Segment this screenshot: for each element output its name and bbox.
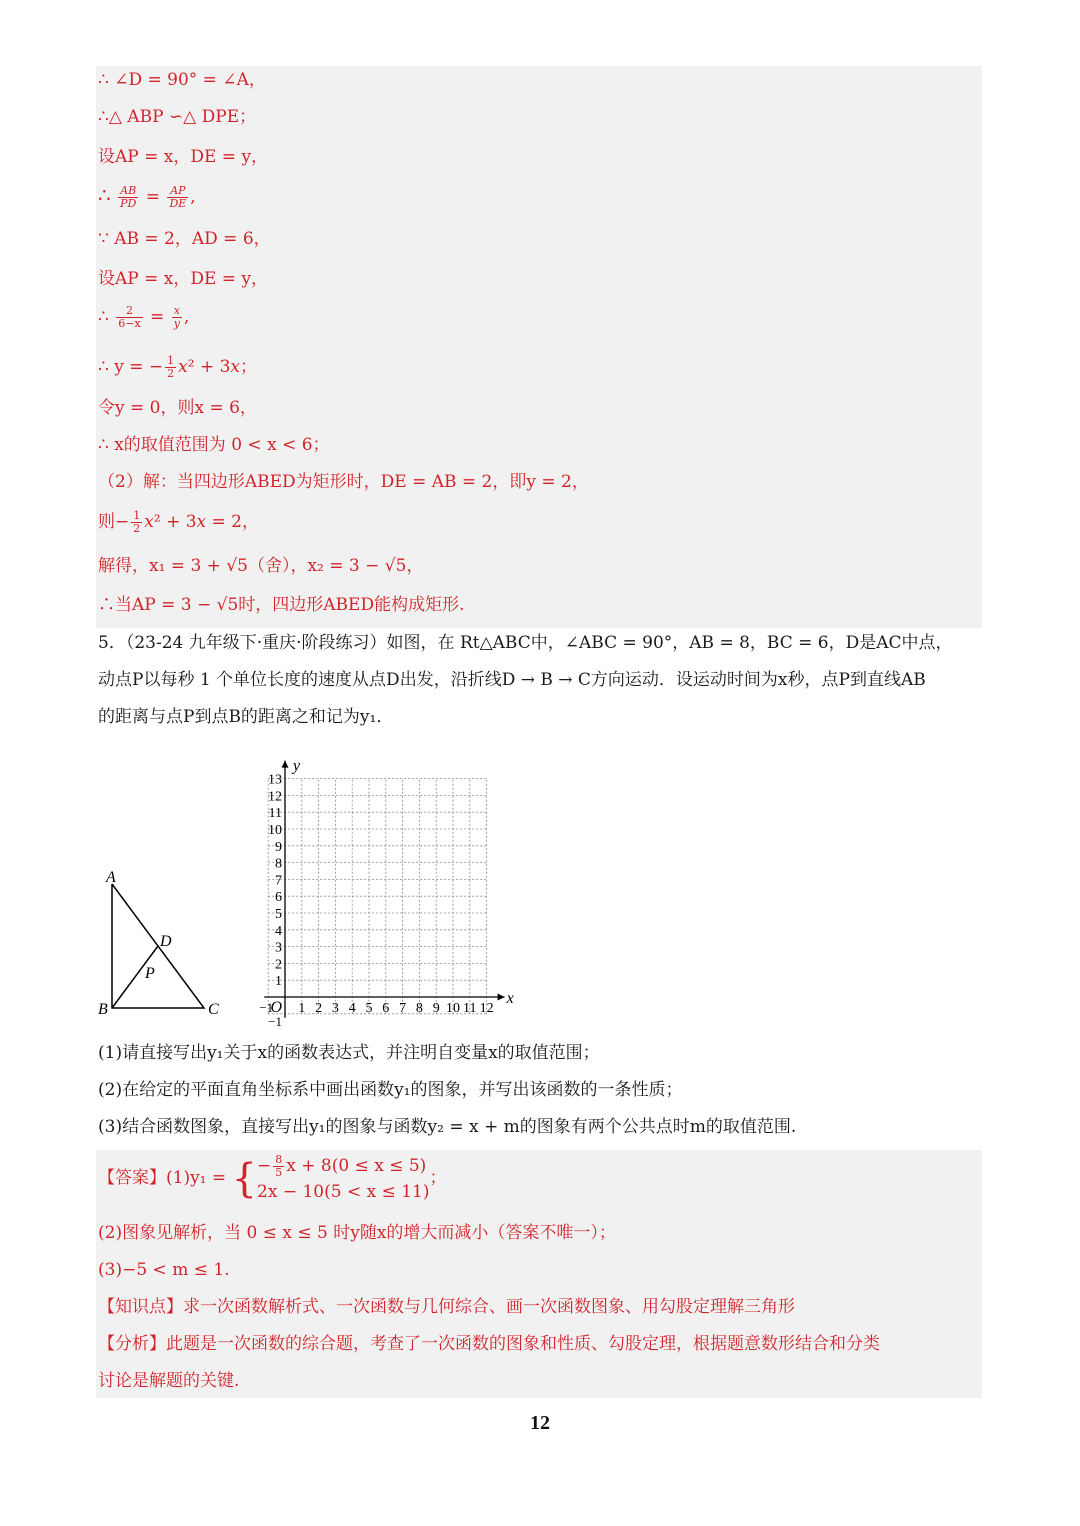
solution-line-ratio: ∴ $\frac{2}{6-x}$ = $\frac{x}{y}$ , <box>98 304 190 330</box>
x-arrow <box>498 994 505 1001</box>
x-tick-label: 3 <box>331 1001 339 1016</box>
answer-part-1 <box>98 1152 447 1205</box>
label-a: A <box>106 869 116 886</box>
solution-line: 解得，x₁ = 3 + √5（舍），x₂ = 3 − √5， <box>98 556 424 576</box>
triangle-figure <box>92 862 232 1022</box>
label-d: D <box>160 933 172 950</box>
coordinate-grid <box>250 742 520 1027</box>
x-tick-label: 7 <box>399 1001 407 1016</box>
analysis-text: 此题是一次函数的综合题，考查了一次函数的图象和性质、勾股定理，根据题意数形结合和分类 <box>166 1334 880 1354</box>
frac-den: 2 <box>133 522 141 535</box>
x-tick-label: 4 <box>348 1001 356 1016</box>
frac-num: x <box>173 304 180 317</box>
answer-prefix: (1)y₁ = <box>166 1168 232 1188</box>
solution-line: 设AP = x，DE = y， <box>98 147 269 167</box>
solution-line: ∴△ ABP ∽△ DPE； <box>98 107 257 127</box>
solution-line-ratio: ∴ $\frac{AB}{PD}$ = $\frac{AP}{DE}$ , <box>98 183 196 210</box>
x-tick-label: 5 <box>365 1001 373 1016</box>
page-number: 12 <box>530 1412 550 1434</box>
frac-num: AB <box>118 185 138 198</box>
y-arrow <box>282 761 289 768</box>
frac-den: 6−x <box>118 317 141 330</box>
x-tick-label: 11 <box>463 1001 477 1016</box>
x-tick-label: 9 <box>432 1001 440 1016</box>
y-tick-label: 1 <box>275 974 282 990</box>
x-tick-label: 1 <box>298 1001 306 1016</box>
frac-den: y <box>173 317 180 330</box>
solution-line: ∴ x的取值范围为 0 < x < 6； <box>98 435 330 455</box>
brace: { <box>231 1155 258 1202</box>
solution-line: 令y = 0，则x = 6， <box>98 398 257 418</box>
solution-line: ∴当AP = 3 − √5时，四边形ABED能构成矩形. <box>98 595 465 615</box>
analysis-tag: 【分析】 <box>98 1334 166 1354</box>
question-3: (3)结合函数图象，直接写出y₁的图象与函数y₂ = x + m的图象有两个公共点时m的取值范围. <box>98 1117 797 1137</box>
problem-line-1 <box>98 632 953 654</box>
question-1: (1)请直接写出y₁关于x的函数表达式，并注明自变量x的取值范围； <box>98 1043 600 1063</box>
knowledge-text: 求一次函数解析式、一次函数与几何综合、画一次函数图象、用勾股定理解三角形 <box>183 1297 795 1317</box>
y-tick-label: 12 <box>268 789 282 805</box>
problem-line-3: 的距离与点P到点B的距离之和记为y₁． <box>98 707 394 727</box>
knowledge-line <box>98 1296 795 1318</box>
y-tick-label: 3 <box>275 940 282 956</box>
frac-num: 2 <box>116 305 142 318</box>
frac-den: DE <box>169 197 187 210</box>
answer-part-3: (3)−5 < m ≤ 1. <box>98 1260 230 1280</box>
y-tick-label: 8 <box>275 856 282 872</box>
y-tick-label: 13 <box>268 772 282 788</box>
origin-label: O <box>270 999 282 1016</box>
y-tick-label: 5 <box>275 907 282 922</box>
solution-line: ∴ ∠D = 90° = ∠A， <box>98 70 266 90</box>
case1-sign: − <box>257 1155 272 1176</box>
solution-line: （2）解：当四边形ABED为矩形时，DE = AB = 2，即y = 2， <box>98 472 589 492</box>
y-neg-one: −1 <box>268 1013 282 1027</box>
analysis-line-1 <box>98 1333 880 1355</box>
frac-den: PD <box>120 197 137 210</box>
y-tick-label: 9 <box>275 839 282 855</box>
frac-num: 8 <box>275 1152 283 1166</box>
question-2: (2)在给定的平面直角坐标系中画出函数y₁的图象，并写出该函数的一条性质； <box>98 1080 683 1100</box>
solution-line: ∵ AB = 2，AD = 6， <box>98 229 271 249</box>
y-tick-label: 11 <box>268 806 282 822</box>
frac-num: 1 <box>167 354 175 367</box>
frac-num: 1 <box>133 509 141 522</box>
y-tick-label: 4 <box>275 923 282 939</box>
frac-den: 5 <box>275 1165 283 1179</box>
y-tick-label: 2 <box>275 957 282 973</box>
answer-end: ； <box>429 1168 447 1188</box>
piecewise-cases <box>257 1153 430 1205</box>
y-tick-label: 7 <box>275 873 282 889</box>
problem-line-2: 动点P以每秒 1 个单位长度的速度从点D出发，沿折线D → B → C方向运动．设运动时间为x秒，点P到直线AB <box>98 670 926 690</box>
solution-line-quadratic: ∴ y = − $\frac{1}{2}$ x² + 3x； <box>98 354 257 380</box>
x-tick-label: 6 <box>382 1001 390 1016</box>
y-axis-label: y <box>293 757 301 775</box>
x-tick-label: 8 <box>415 1001 423 1016</box>
label-b: B <box>98 1001 108 1018</box>
answer-tag: 【答案】 <box>98 1168 166 1188</box>
case1: x + 8(0 ≤ x ≤ 5) <box>286 1155 427 1176</box>
solution-line-quadratic: 则− $\frac{1}{2}$ x² + 3x = 2， <box>98 509 259 535</box>
case2: 2x − 10(5 < x ≤ 11) <box>257 1181 430 1202</box>
label-c: C <box>208 1001 219 1018</box>
frac-den: 2 <box>167 367 175 380</box>
x-tick-label: 10 <box>446 1001 460 1016</box>
x-axis-label: x <box>506 990 514 1007</box>
x-tick-label: 2 <box>315 1001 323 1016</box>
problem-text: 如图，在 Rt△ABC中，∠ABC = 90°，AB = 8，BC = 6，D是AC中点， <box>386 633 953 653</box>
solution-line: 设AP = x，DE = y， <box>98 269 269 289</box>
y-tick-label: 6 <box>275 890 282 906</box>
x-neg-one: −1 <box>259 1000 274 1015</box>
problem-source: 5．（23-24 九年级下·重庆·阶段练习） <box>98 633 387 653</box>
x-tick-label: 12 <box>479 1001 494 1016</box>
axes <box>264 761 504 1018</box>
y-tick-label: 10 <box>268 823 282 838</box>
answer-part-2: (2)图象见解析，当 0 ≤ x ≤ 5 时y随x的增大而减小（答案不唯一）； <box>98 1223 616 1243</box>
grid-lines <box>268 779 486 1014</box>
tick-labels <box>259 758 513 1027</box>
label-p: P <box>145 965 155 982</box>
analysis-line-2: 讨论是解题的关键. <box>98 1371 240 1391</box>
knowledge-tag: 【知识点】 <box>98 1297 183 1317</box>
frac-num: AP <box>167 185 188 198</box>
